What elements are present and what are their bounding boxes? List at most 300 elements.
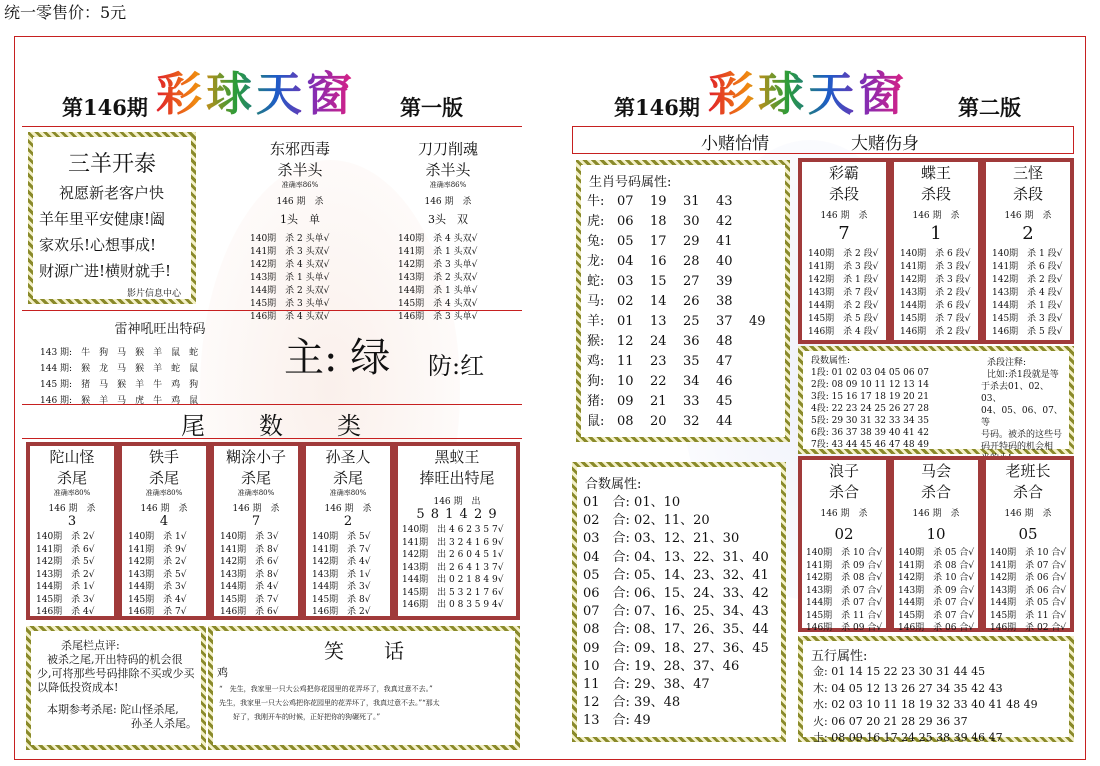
box-title: 陀山怪	[49, 448, 95, 466]
history-row: 144期 杀 07 合√	[806, 598, 883, 608]
greeting-box	[28, 132, 196, 304]
history-row: 140期 杀 1 段√	[992, 249, 1063, 259]
right-logo: 彩球天窗	[708, 58, 908, 124]
divider	[22, 404, 522, 405]
tail-section-header: 尾 数 类	[181, 412, 363, 440]
column-subtitle: 杀半头	[277, 161, 323, 179]
box-subtitle: 杀合	[920, 483, 951, 501]
left-logo: 彩球天窗	[156, 58, 356, 124]
joke-line: “ 先生，我家里一只大公鸡把你花园里的花弄坏了，我真过意不去。”	[219, 685, 433, 693]
history-row: 143期 杀 1 头单√	[250, 273, 330, 283]
duan-note-line: 码开特码的机会相	[981, 442, 1054, 452]
he-box-3	[982, 456, 1074, 632]
zodiac-number: 29	[683, 234, 700, 249]
zodiac-number: 06	[617, 214, 634, 229]
history-row: 145期 杀 4√	[128, 594, 187, 605]
review-title: 杀尾栏点评:	[61, 639, 120, 652]
box-subtitle: 杀段	[828, 185, 859, 203]
he-row: 04 合: 04、13、22、31、40	[583, 549, 769, 565]
history-row: 140期 杀 2 段√	[808, 249, 879, 259]
duan-attr-row: 3段: 15 16 17 18 19 20 21	[811, 392, 929, 402]
predicted-number: 2	[1022, 223, 1034, 244]
box-subtitle: 杀段	[920, 185, 951, 203]
zodiac-number: 28	[683, 254, 700, 269]
zodiac-sign: 马:	[587, 294, 605, 309]
retail-price: 统一零售价：5元	[4, 3, 127, 22]
box-subtitle: 杀尾	[240, 469, 271, 487]
history-row: 145期 杀 11 合√	[990, 610, 1067, 621]
duan-attr-row: 7段: 43 44 45 46 47 48 49	[811, 440, 929, 450]
zodiac-row	[587, 372, 785, 392]
greeting-line: 财源广进!横财就手!	[39, 262, 172, 280]
history-row: 141期 杀 6 段√	[992, 262, 1063, 272]
zodiac-sign: 羊:	[587, 314, 605, 329]
zodiac-number: 45	[716, 394, 733, 409]
history-row: 141期 杀 3 段√	[900, 262, 971, 272]
history-row: 142期 杀 2√	[128, 557, 187, 567]
period-label: 146 期 杀	[912, 211, 960, 221]
five-elements-row: 木: 04 05 12 13 26 27 34 35 42 43	[813, 681, 1003, 695]
zodiac-number: 02	[617, 294, 634, 309]
tail-box-3	[210, 442, 302, 620]
zodiac-row	[587, 352, 785, 372]
motto-banner	[572, 126, 1074, 154]
history-row: 143期 杀 5√	[128, 569, 187, 580]
he-row: 03 合: 03、12、21、30	[583, 531, 740, 547]
history-row: 140期 出 4 6 2 3 5 7√	[402, 525, 504, 535]
five-elements-row: 火: 06 07 20 21 28 29 36 37	[813, 714, 968, 728]
zodiac-number: 44	[716, 414, 733, 429]
history-row: 144期 杀 1 段√	[992, 301, 1063, 311]
history-row: 143期 杀 1√	[312, 569, 371, 580]
history-row: 142期 杀 1 段√	[808, 275, 879, 285]
zodiac-number: 11	[617, 354, 634, 369]
history-row: 141期 杀 6√	[36, 544, 95, 555]
history-row: 140期 杀 05 合√	[898, 548, 975, 558]
history-row: 140期 杀 6 段√	[900, 249, 971, 259]
accuracy-rate: 准确率80%	[145, 489, 183, 497]
history-row: 143期 杀 2 头双√	[398, 273, 478, 283]
duan-attr-row: 6段: 36 37 38 39 40 41 42	[811, 428, 929, 438]
greeting-signature: 影片信息中心	[126, 289, 181, 299]
zodiac-number	[749, 332, 782, 352]
current-prediction: 3头 双	[428, 213, 468, 226]
history-row: 146期 杀 09 合√	[806, 623, 883, 633]
zodiac-sign: 猴:	[587, 334, 605, 349]
he-title: 合数属性:	[585, 477, 642, 492]
zodiac-number: 47	[716, 354, 733, 369]
history-row: 143期 杀 4 段√	[992, 288, 1063, 298]
history-row: 142期 出 2 6 0 4 5 1√	[402, 550, 504, 560]
five-elements-row: 土: 08 09 16 17 24 25 38 39 46 47	[813, 731, 1003, 744]
zodiac-row	[587, 312, 785, 332]
history-row: 140期 杀 1√	[128, 532, 187, 542]
zodiac-number: 14	[650, 294, 667, 309]
box-title: 三怪	[1012, 164, 1043, 182]
history-row: 143期 杀 8√	[220, 569, 279, 580]
zodiac-row	[587, 412, 785, 432]
joke-line: 好了，我刚开车的时候，正好把你的狗碾死了。”	[233, 713, 381, 721]
box-subtitle: 杀尾	[56, 469, 87, 487]
tail-box-4	[302, 442, 394, 620]
history-row: 145期 杀 07 合√	[898, 610, 975, 621]
five-elements-row: 水: 02 03 10 11 18 19 32 33 40 41 48 49	[813, 698, 1038, 711]
duan-attr-row: 4段: 22 23 24 25 26 27 28	[811, 404, 929, 414]
zodiac-title: 生肖号码属性:	[589, 175, 672, 190]
zodiac-number	[749, 212, 782, 232]
predicted-numbers: 5 8 1 4 2 9	[416, 507, 498, 522]
history-row: 142期 杀 2 段√	[992, 275, 1063, 285]
history-row: 145期 杀 3 段√	[992, 314, 1063, 324]
five-elements-box	[798, 636, 1074, 742]
history-row: 143期 杀 09 合√	[898, 585, 975, 596]
zodiac-number: 38	[716, 294, 733, 309]
period-label: 146 期 杀	[912, 509, 960, 519]
period-label: 146 期 杀	[424, 197, 472, 207]
duan-attr-list	[811, 355, 929, 451]
zodiac-number: 37	[716, 314, 733, 329]
box-title: 马会	[920, 462, 951, 480]
zodiac-number: 20	[650, 414, 667, 429]
duan-note-line: 比如:杀1段就是等	[987, 370, 1059, 380]
zodiac-number: 46	[716, 374, 733, 389]
history-row: 142期 杀 5√	[36, 557, 95, 567]
predicted-number: 7	[838, 223, 850, 244]
zodiac-number: 36	[683, 334, 700, 349]
zodiac-number: 31	[683, 194, 700, 209]
he-row: 10 合: 19、28、37、46	[583, 658, 740, 674]
zodiac-number	[749, 232, 782, 252]
history-row: 142期 杀 08 合√	[806, 573, 883, 583]
he-row: 12 合: 39、48	[583, 695, 681, 711]
history-row: 141期 杀 7√	[312, 544, 371, 555]
history-row: 141期 杀 9√	[128, 544, 187, 555]
history-row: 141期 杀 3 段√	[808, 262, 879, 272]
zodiac-number: 21	[650, 394, 667, 409]
he-attributes-box	[572, 462, 786, 742]
box-subtitle: 杀合	[1012, 483, 1043, 501]
history-row: 141期 杀 8√	[220, 544, 279, 555]
box-subtitle: 捧旺出特尾	[419, 469, 495, 487]
zodiac-row	[587, 392, 785, 412]
zodiac-number	[749, 192, 782, 212]
history-row: 144期 杀 2 段√	[808, 301, 879, 311]
zodiac-number: 43	[716, 194, 733, 209]
accuracy-rate: 准确率86%	[429, 181, 467, 189]
zodiac-number	[749, 412, 782, 432]
greeting-line: 家欢乐!心想事成!	[39, 236, 157, 254]
zodiac-number: 08	[617, 414, 634, 429]
column-title: 东邪西毒	[269, 140, 330, 158]
history-row: 146期 杀 3 头单√	[398, 312, 478, 322]
five-elements-title: 五行属性:	[811, 649, 868, 664]
history-row: 142期 杀 06 合√	[990, 573, 1067, 583]
leishen-title: 雷神吼旺出特码	[114, 322, 206, 337]
history-row: 142期 杀 3 段√	[900, 275, 971, 285]
history-row: 140期 杀 4 头双√	[398, 234, 478, 244]
joke-title: 笑 话	[324, 639, 404, 663]
history-row: 144期 杀 05 合√	[990, 598, 1067, 608]
history-row: 146期 杀 2√	[312, 607, 371, 617]
zodiac-number: 07	[617, 194, 634, 209]
leishen-row: 146 期: 猴 羊 马 虎 牛 鸡 鼠	[40, 396, 199, 406]
history-row: 144期 杀 1√	[36, 582, 95, 592]
history-row: 140期 杀 10 合√	[990, 548, 1067, 558]
history-row: 146期 杀 5 段√	[992, 327, 1063, 337]
history-row: 143期 杀 7 段√	[808, 288, 879, 298]
column-title: 刀刀削魂	[417, 140, 478, 158]
duan-note-title: 杀段注释:	[987, 358, 1027, 368]
predicted-number: 3	[67, 514, 77, 529]
kill-head-column-1	[236, 138, 364, 324]
zodiac-number: 33	[683, 394, 700, 409]
box-title: 老班长	[1005, 462, 1051, 480]
history-row: 140期 杀 3√	[220, 532, 279, 542]
duan-note-line: 04、05、06、07、等	[981, 406, 1063, 428]
zodiac-number	[749, 352, 782, 372]
left-edition: 第一版	[400, 95, 463, 120]
he-row: 13 合: 49	[583, 713, 651, 729]
leishen-row: 143 期: 牛 狗 马 猴 羊 鼠 蛇	[40, 348, 199, 358]
column-subtitle: 杀半头	[425, 161, 471, 179]
history-row: 143期 杀 06 合√	[990, 585, 1067, 596]
period-label: 146 期 杀	[1004, 211, 1052, 221]
zodiac-number: 25	[683, 314, 700, 329]
history-row: 141期 杀 3 头双√	[250, 247, 330, 257]
box-subtitle: 杀段	[1012, 185, 1043, 203]
zodiac-number: 27	[683, 274, 700, 289]
zodiac-number: 22	[650, 374, 667, 389]
history-row: 146期 杀 4 头双√	[250, 312, 330, 322]
leishen-row: 145 期: 猪 马 猴 羊 牛 鸡 狗	[40, 380, 199, 390]
box-title: 孙圣人	[325, 448, 371, 466]
history-row: 140期 杀 5√	[312, 532, 371, 542]
predicted-number: 10	[926, 525, 946, 543]
history-row: 142期 杀 6√	[220, 557, 279, 567]
history-row: 144期 杀 3√	[312, 582, 371, 592]
zodiac-number	[749, 252, 782, 272]
history-row: 146期 杀 02 合√	[990, 623, 1067, 633]
history-row: 140期 杀 2√	[36, 532, 95, 542]
zodiac-number: 24	[650, 334, 667, 349]
zodiac-number: 15	[650, 274, 667, 289]
duan-attributes-box	[798, 346, 1074, 454]
period-label: 146 期 杀	[820, 211, 868, 221]
history-row: 145期 杀 3√	[36, 594, 95, 605]
review-ref-label: 本期参考杀尾:	[47, 703, 117, 716]
history-row: 145期 杀 7√	[220, 594, 279, 605]
history-row: 145期 杀 11 合√	[806, 610, 883, 621]
accuracy-rate: 准确率80%	[53, 489, 91, 497]
zodiac-number: 04	[617, 254, 634, 269]
zodiac-attributes-box	[576, 160, 790, 442]
zodiac-number	[749, 272, 782, 292]
period-label: 146 期 杀	[276, 197, 324, 207]
history-row: 144期 杀 07 合√	[898, 598, 975, 608]
zodiac-sign: 虎:	[587, 214, 605, 229]
history-row: 144期 杀 4√	[220, 582, 279, 592]
zodiac-number	[749, 292, 782, 312]
defense-color: 防:红	[428, 352, 485, 380]
zodiac-row	[587, 252, 785, 272]
box-subtitle: 杀合	[828, 483, 859, 501]
zodiac-number: 30	[683, 214, 700, 229]
period-label: 146 期 杀	[1004, 509, 1052, 519]
kill-head-column-2	[384, 138, 512, 324]
zodiac-number: 34	[683, 374, 700, 389]
zodiac-number: 32	[683, 414, 700, 429]
zodiac-sign: 鸡:	[587, 354, 605, 369]
he-row: 05 合: 05、14、23、32、41	[583, 567, 769, 583]
duan-note	[981, 357, 1067, 465]
he-row: 07 合: 07、16、25、34、43	[583, 604, 769, 620]
zodiac-sign: 龙:	[587, 254, 605, 269]
leishen-row: 144 期: 猴 龙 马 猴 羊 蛇 鼠	[40, 364, 199, 374]
predicted-number: 7	[251, 514, 261, 529]
box-subtitle: 杀尾	[148, 469, 179, 487]
box-subtitle: 杀尾	[332, 469, 363, 487]
history-row: 140期 杀 10 合√	[806, 548, 883, 558]
greeting-title: 三羊开泰	[67, 152, 156, 177]
he-row: 08 合: 08、17、26、35、44	[583, 622, 769, 638]
zodiac-row	[587, 212, 785, 232]
divider	[22, 438, 522, 439]
history-row: 145期 出 5 3 2 1 7 6√	[402, 587, 504, 598]
zodiac-number: 39	[716, 274, 733, 289]
period-label: 146 期 杀	[232, 504, 280, 514]
history-row: 144期 杀 2 头双√	[250, 286, 330, 296]
accuracy-rate: 准确率86%	[281, 181, 319, 189]
zodiac-number: 42	[716, 214, 733, 229]
history-row: 143期 杀 2 段√	[900, 288, 971, 298]
zodiac-table	[581, 192, 785, 432]
zodiac-row	[587, 192, 785, 212]
greeting-line: 羊年里平安健康!阖	[39, 210, 166, 228]
he-row: 01 合: 01、10	[583, 495, 681, 510]
motto-right: 大赌伤身	[851, 134, 919, 154]
zodiac-number: 09	[617, 394, 634, 409]
predicted-number: 02	[834, 525, 854, 543]
divider	[22, 126, 522, 127]
box-title: 糊涂小子	[225, 448, 286, 466]
he-row: 06 合: 06、15、24、33、42	[583, 586, 769, 602]
box-title: 黑蚁王	[434, 448, 480, 466]
zodiac-row	[587, 332, 785, 352]
right-edition: 第二版	[958, 95, 1021, 120]
zodiac-number: 13	[650, 314, 667, 329]
period-label: 146 期 杀	[48, 504, 96, 514]
zodiac-number	[749, 372, 782, 392]
box-title: 彩霸	[828, 164, 859, 182]
leishen-section	[40, 318, 280, 409]
history-row: 146期 杀 06 合√	[898, 623, 975, 633]
history-row: 144期 出 0 2 1 8 4 9√	[402, 575, 504, 585]
duan-box-1	[798, 158, 890, 344]
left-issue-number: 第146期	[62, 95, 148, 120]
accuracy-rate: 准确率80%	[329, 489, 367, 497]
zodiac-number: 23	[650, 354, 667, 369]
history-row: 145期 杀 4 头双√	[398, 299, 478, 309]
tail-box-heiwang	[394, 442, 520, 620]
history-row: 145期 杀 7 段√	[900, 314, 971, 324]
history-row: 146期 杀 4√	[36, 607, 95, 617]
history-row: 143期 出 2 6 4 1 3 7√	[402, 562, 504, 573]
motto-left: 小赌怡情	[701, 134, 769, 154]
predicted-number: 1	[930, 223, 942, 244]
zodiac-number: 18	[650, 214, 667, 229]
review-line: 被杀之尾,开出特码的机会很	[47, 653, 183, 666]
history-row: 143期 杀 2√	[36, 569, 95, 580]
tail-box-1	[26, 442, 118, 620]
he-row: 11 合: 29、38、47	[583, 677, 710, 693]
period-label: 146 期 杀	[140, 504, 188, 514]
zodiac-number: 26	[683, 294, 700, 309]
zodiac-number: 49	[749, 314, 766, 329]
history-row: 140期 杀 2 头单√	[250, 234, 330, 244]
history-row: 142期 杀 3 头单√	[398, 260, 478, 270]
accuracy-rate: 准确率80%	[237, 489, 275, 497]
duan-attr-row: 5段: 29 30 31 32 33 34 35	[811, 416, 929, 426]
zodiac-sign: 牛:	[587, 194, 605, 209]
review-ref-2: 孙圣人杀尾。	[131, 717, 197, 730]
zodiac-number	[749, 392, 782, 412]
zodiac-number: 05	[617, 234, 634, 249]
zodiac-row	[587, 292, 785, 312]
he-row: 02 合: 02、11、20	[583, 513, 710, 529]
history-row: 145期 杀 3 头单√	[250, 299, 330, 309]
predicted-number: 05	[1018, 525, 1038, 543]
current-prediction: 1头 单	[280, 213, 320, 226]
tail-review-box	[26, 626, 206, 750]
zodiac-sign: 蛇:	[587, 274, 605, 289]
period-label: 146 期 杀	[820, 509, 868, 519]
zodiac-number: 35	[683, 354, 700, 369]
right-issue-number: 第146期	[614, 95, 700, 120]
zodiac-number: 12	[617, 334, 634, 349]
main-color: 主: 绿	[284, 335, 391, 381]
greeting-line: 祝愿新老客户快	[59, 184, 165, 202]
predicted-number: 4	[159, 514, 169, 529]
joke-line: 先生，我家里一只大公鸡把你花园里的花弄坏了，我真过意不去。”“那太	[219, 699, 440, 707]
review-ref-1: 陀山怪杀尾,	[120, 703, 179, 716]
box-title: 铁手	[148, 448, 179, 466]
zodiac-number: 40	[716, 254, 733, 269]
zodiac-number: 03	[617, 274, 634, 289]
joke-box	[208, 626, 520, 750]
review-line: 少,可将那些号码排除不买或少买	[37, 667, 195, 680]
history-row: 144期 杀 1 头单√	[398, 286, 478, 296]
zodiac-sign: 狗:	[587, 374, 605, 389]
duan-note-line: 号码。被杀的这些号	[981, 430, 1063, 440]
history-row: 145期 杀 8√	[312, 594, 371, 605]
box-title: 浪子	[828, 462, 859, 480]
he-box-2	[890, 456, 982, 632]
zodiac-number: 48	[716, 334, 733, 349]
duan-note-line: 于杀去01、02、03、	[981, 382, 1049, 404]
zodiac-sign: 兔:	[587, 234, 605, 249]
history-row: 142期 杀 10 合√	[898, 573, 975, 583]
zodiac-row	[587, 232, 785, 252]
period-label: 146 期 杀	[324, 504, 372, 514]
duan-box-2	[890, 158, 982, 344]
history-row: 141期 杀 1 头双√	[398, 247, 478, 257]
history-row: 145期 杀 5 段√	[808, 314, 879, 324]
he-row: 09 合: 09、18、27、36、45	[583, 640, 769, 656]
history-row: 141期 杀 07 合√	[990, 560, 1067, 571]
period-label: 146 期 出	[433, 497, 481, 507]
history-row: 142期 杀 4 头双√	[250, 260, 330, 270]
history-row: 146期 出 0 8 3 5 9 4√	[402, 600, 504, 610]
